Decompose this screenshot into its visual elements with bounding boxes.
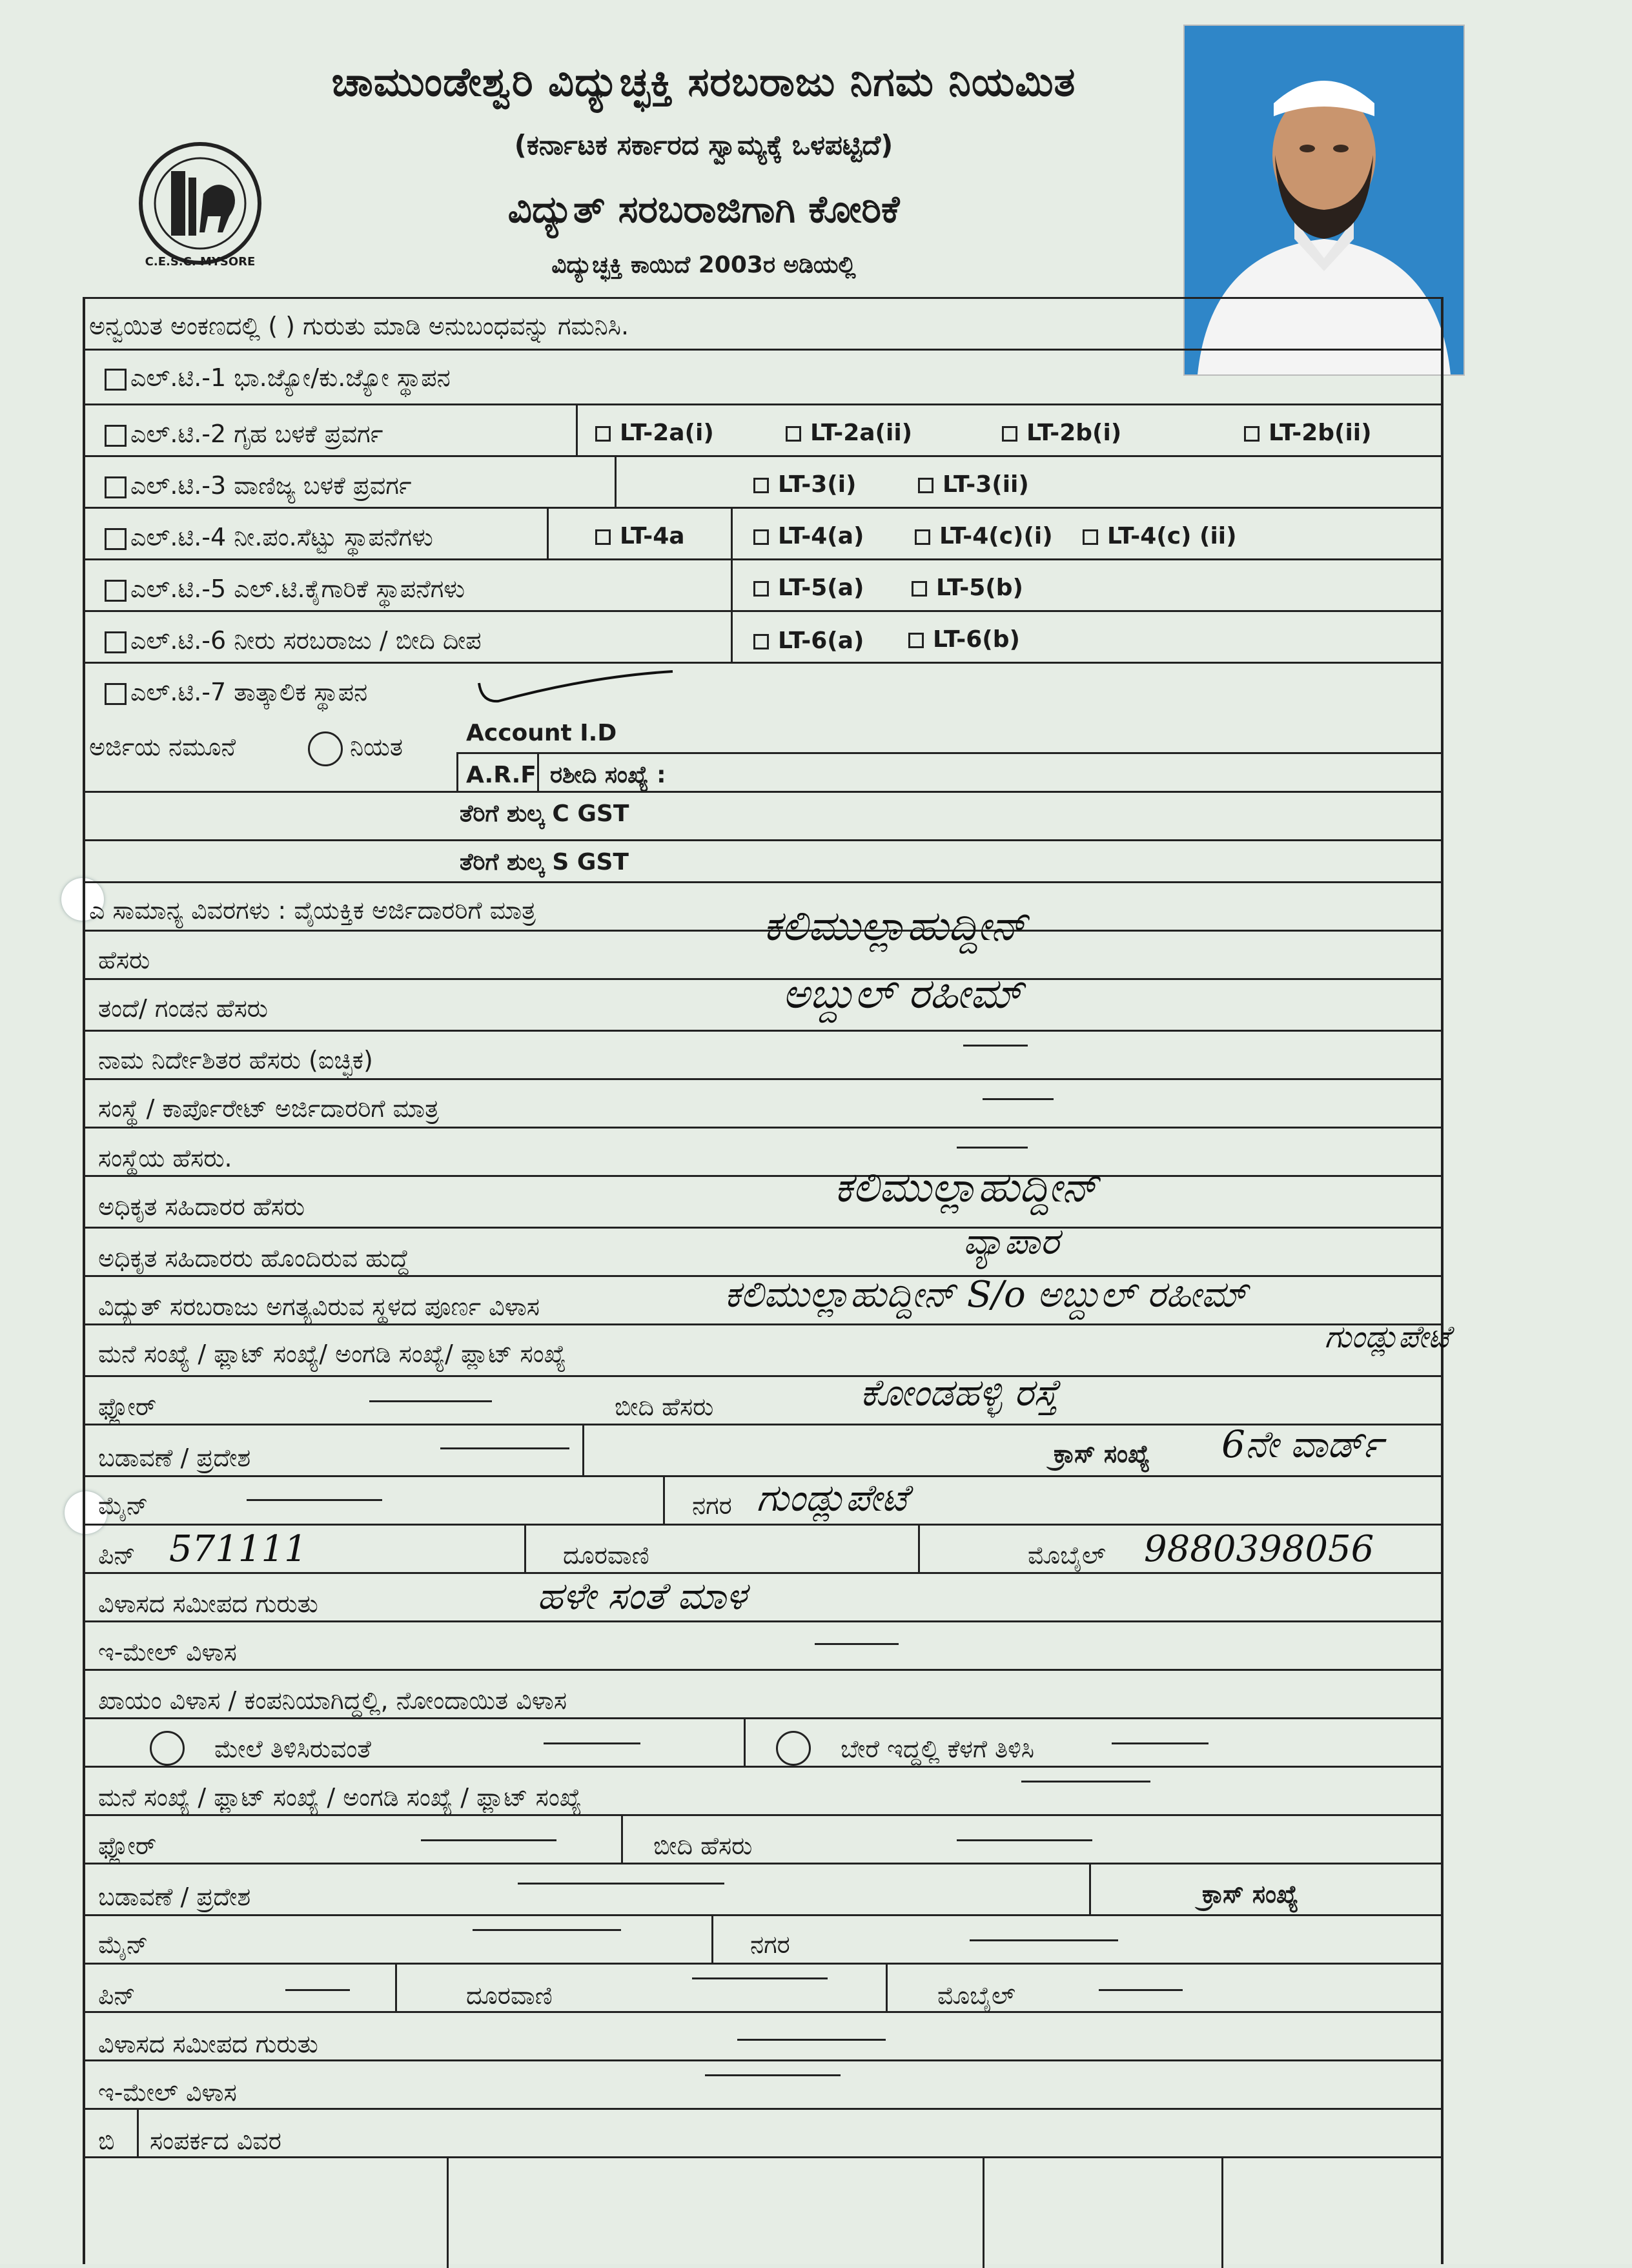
house-no-row[interactable]: [85, 1319, 1450, 1368]
pin-label: ಪಿನ್: [98, 1541, 136, 1569]
contact-details-row: [85, 2156, 1441, 2158]
category-row-lt4[interactable]: [85, 507, 1441, 551]
father-name-label: ತಂದೆ/ ಗಂಡನ ಹೆಸರು: [98, 994, 268, 1023]
address-row[interactable]: [85, 1274, 1441, 1321]
floor-label: ಫ್ಲೋರ್: [98, 1393, 157, 1421]
section-b-row: [85, 2108, 1441, 2155]
email-label: ಇ-ಮೇಲ್ ವಿಳಾಸ: [98, 1638, 237, 1666]
perm-house-no-row[interactable]: [85, 1766, 1441, 1812]
perm-email-label: ಇ-ಮೇಲ್ ವಿಳಾಸ: [98, 2078, 237, 2107]
option-lt2aii[interactable]: LT-2a(ii): [786, 420, 912, 446]
category-label: ಎಲ್.ಟಿ.-1 ಭಾ.ಜ್ಯೋ/ಕು.ಜ್ಯೋ ಸ್ಥಾಪನ: [130, 363, 451, 392]
form-title: ವಿದ್ಯುತ್ ಸರಬರಾಜಿಗಾಗಿ ಕೋರಿಕೆ: [507, 187, 900, 231]
category-row-lt6[interactable]: [85, 610, 1441, 655]
floor-street-row[interactable]: [85, 1371, 1441, 1421]
section-a-heading: ಎ ಸಾಮಾನ್ಯ ವಿವರಗಳು : ವೈಯಕ್ತಿಕ ಅರ್ಜಿದಾರರಿಗೆ ಮಾತ್ರ: [85, 881, 1441, 883]
logo-caption: C.E.S.C. MYSORE: [145, 255, 256, 269]
name-value[interactable]: ಕಲಿಮುಲ್ಲಾಹುದ್ದೀನ್: [763, 903, 1028, 950]
landmark-row[interactable]: [85, 1572, 1441, 1618]
phone-label: ದೂರವಾಣಿ: [563, 1541, 649, 1569]
category-row-lt7[interactable]: [85, 662, 1441, 706]
auth-signatory-row[interactable]: [85, 1164, 1441, 1221]
org-name-row[interactable]: [85, 1127, 1441, 1172]
receipt-no-label: ರಶೀದಿ ಸಂಖ್ಯೆ :: [550, 762, 666, 788]
perm-main-city-row[interactable]: [85, 1914, 1441, 1959]
name-label: ಹೆಸರು: [98, 946, 150, 974]
category-checkbox-lt1[interactable]: [105, 369, 127, 391]
designation-label: ಅಧಿಕೃತ ಸಹಿದಾರರು ಹೊಂದಿರುವ ಹುದ್ದೆ: [98, 1244, 410, 1272]
perm-mobile-label: ಮೊಬೈಲ್: [937, 1981, 1015, 2010]
category-label: ಎಲ್.ಟಿ.-6 ನೀರು ಸರಬರಾಜು / ಬೀದಿ ದೀಪ: [130, 626, 482, 655]
category-checkbox-lt7[interactable]: [105, 683, 127, 705]
city-value[interactable]: ಗುಂಡ್ಲುಪೇಟೆ: [757, 1476, 908, 1520]
sgst-label: ತೆರಿಗೆ ಶುಲ್ಕ S GST: [460, 849, 629, 875]
designation-row[interactable]: [85, 1221, 1441, 1272]
category-checkbox-lt6[interactable]: [105, 631, 127, 653]
corporate-row: [85, 1078, 1441, 1123]
other-address-label: ಬೇರೆ ಇದ್ದಲ್ಲಿ ಕೆಳಗೆ ತಿಳಿಸಿ: [841, 1735, 1035, 1763]
category-label: ಎಲ್.ಟಿ.-4 ನೀ.ಪಂ.ಸೆಟ್ಟು ಸ್ಥಾಪನೆಗಳು: [130, 523, 433, 551]
auth-signatory-value[interactable]: ಕಲಿಮುಲ್ಲಾಹುದ್ದೀನ್: [834, 1164, 1099, 1212]
arf-label: A.R.F: [466, 762, 536, 788]
perm-city-label: ನಗರ: [750, 1930, 790, 1959]
landmark-label: ವಿಳಾಸದ ಸಮೀಪದ ಗುರುತು: [98, 1589, 318, 1618]
category-row-lt5[interactable]: [85, 558, 1441, 603]
category-checkbox-lt2[interactable]: [105, 425, 127, 447]
address-value[interactable]: ಕಲಿಮುಲ್ಲಾಹುದ್ದೀನ್ S/o ಅಬ್ದುಲ್ ರಹೀಮ್: [724, 1274, 1248, 1316]
category-row-lt2[interactable]: [85, 404, 1441, 448]
permanent-heading-row: [85, 1669, 1441, 1715]
option-lt4-a[interactable]: LT-4(a): [753, 523, 864, 549]
org-name-label: ಸಂಸ್ಥೆಯ ಹೆಸರು.: [98, 1144, 232, 1172]
area-label: ಬಡಾವಣೆ / ಪ್ರದೇಶ: [98, 1444, 251, 1472]
father-name-value[interactable]: ಅಬ್ದುಲ್ ರಹೀಮ್: [782, 970, 1023, 1018]
mobile-label: ಮೊಬೈಲ್: [1028, 1541, 1106, 1569]
cgst-label: ತೆರಿಗೆ ಶುಲ್ಕ C GST: [460, 801, 629, 827]
category-checkbox-lt4[interactable]: [105, 528, 127, 550]
option-lt5b[interactable]: LT-5(b): [912, 575, 1023, 601]
category-label: ಎಲ್.ಟಿ.-3 ವಾಣಿಜ್ಯ ಬಳಕೆ ಪ್ರವರ್ಗ: [130, 471, 412, 500]
corporate-label: ಸಂಸ್ಥೆ / ಕಾರ್ಪೊರೇಟ್ ಅರ್ಜಿದಾರರಿಗೆ ಮಾತ್ರ: [98, 1094, 439, 1123]
perm-email-row[interactable]: [85, 2059, 1441, 2107]
auth-signatory-label: ಅಧಿಕೃತ ಸಹಿದಾರರ ಹೆಸರು: [98, 1192, 305, 1221]
option-lt3ii[interactable]: LT-3(ii): [918, 471, 1029, 498]
same-as-above-radio[interactable]: [150, 1731, 185, 1766]
application-type-label: ಅರ್ಜಿಯ ನಮೂನೆ: [89, 733, 236, 761]
father-name-row[interactable]: [85, 970, 1441, 1023]
main-city-row[interactable]: [85, 1475, 1441, 1520]
house-no-label: ಮನೆ ಸಂಖ್ಯೆ / ಫ್ಲಾಟ್ ಸಂಖ್ಯೆ/ ಅಂಗಡಿ ಸಂಖ್ಯೆ/ ಪ್ಲಾಟ್ ಸಂಖ್ಯೆ: [98, 1340, 566, 1368]
option-lt6b[interactable]: LT-6(b): [908, 626, 1020, 653]
perm-house-no-label: ಮನೆ ಸಂಖ್ಯೆ / ಫ್ಲಾಟ್ ಸಂಖ್ಯೆ / ಅಂಗಡಿ ಸಂಖ್ಯೆ / ಫ್ಲಾಟ್ ಸಂಖ್ಯೆ: [98, 1783, 582, 1812]
option-lt2ai[interactable]: LT-2a(i): [595, 420, 714, 446]
perm-floor-label: ಫ್ಲೋರ್: [98, 1832, 157, 1860]
account-id-label: Account I.D: [466, 720, 617, 746]
cgst-row: [85, 791, 1441, 827]
company-name: ಚಾಮುಂಡೇಶ್ವರಿ ವಿದ್ಯುಚ್ಛಕ್ತಿ ಸರಬರಾಜು ನಿಗಮ ನಿಯಮಿತ: [331, 58, 1076, 105]
street-label: ಬೀದಿ ಹೆಸರು: [615, 1393, 714, 1421]
pin-phone-row[interactable]: [85, 1524, 1441, 1570]
instructions-row: [85, 297, 1441, 351]
option-lt6a[interactable]: LT-6(a): [753, 628, 864, 654]
cross-value[interactable]: 6ನೇ ವಾರ್ಡ್: [1221, 1422, 1383, 1466]
section-b-heading: ಸಂಪರ್ಕದ ವಿವರ: [150, 2127, 281, 2155]
act-reference: ವಿದ್ಯುಚ್ಛಕ್ತಿ ಕಾಯಿದೆ 2003ರ ಅಡಿಯಲ್ಲಿ: [551, 252, 856, 278]
category-row-lt3[interactable]: [85, 455, 1441, 500]
application-form: [83, 297, 1450, 2264]
same-as-above-label: ಮೇಲೆ ತಿಳಿಸಿರುವಂತೆ: [214, 1735, 371, 1763]
regular-label: ನಿಯತ: [350, 733, 403, 761]
perm-floor-street-row[interactable]: [85, 1814, 1441, 1860]
regular-radio[interactable]: [308, 731, 343, 766]
option-lt2bi[interactable]: LT-2b(i): [1002, 420, 1121, 446]
option-lt3i[interactable]: LT-3(i): [753, 471, 856, 498]
address-value-2[interactable]: ಗುಂಡ್ಲುಪೇಟೆ: [1325, 1319, 1450, 1355]
email-row[interactable]: [85, 1620, 1441, 1666]
other-address-radio[interactable]: [776, 1731, 811, 1766]
permanent-options-row[interactable]: [85, 1717, 1441, 1763]
nominee-label: ನಾಮ ನಿರ್ದೇಶಿತರ ಹೆಸರು (ಐಚ್ಛಿಕ): [98, 1046, 373, 1074]
nominee-row[interactable]: [85, 1030, 1441, 1074]
mobile-value[interactable]: 9880398056: [1144, 1528, 1374, 1570]
tick-mark-lt7: [473, 664, 679, 709]
category-label: ಎಲ್.ಟಿ.-2 ಗೃಹ ಬಳಕೆ ಪ್ರವರ್ಗ: [130, 420, 383, 448]
instructions-text: ಅನ್ವಯಿತ ಅಂಕಣದಲ್ಲಿ ( ) ಗುರುತು ಮಾಡಿ ಅನುಬಂಧವನ್ನು ಗಮನಿಸಿ.: [89, 312, 629, 340]
option-lt4a[interactable]: LT-4a: [595, 523, 685, 549]
option-lt5a[interactable]: LT-5(a): [753, 575, 864, 601]
section-b-marker: ಬಿ: [98, 2127, 115, 2155]
perm-street-label: ಬೀದಿ ಹೆಸರು: [653, 1832, 753, 1860]
designation-value[interactable]: ವ್ಯಾಪಾರ: [963, 1221, 1059, 1263]
perm-pin-label: ಪಿನ್: [98, 1981, 136, 2010]
perm-landmark-label: ವಿಳಾಸದ ಸಮೀಪದ ಗುರುತು: [98, 2030, 318, 2058]
cross-label: ಕ್ರಾಸ್ ಸಂಖ್ಯೆ: [1054, 1440, 1150, 1468]
category-checkbox-lt3[interactable]: [105, 476, 127, 498]
perm-area-label: ಬಡಾವಣೆ / ಪ್ರದೇಶ: [98, 1883, 251, 1911]
address-label: ವಿದ್ಯುತ್ ಸರಬರಾಜು ಅಗತ್ಯವಿರುವ ಸ್ಥಳದ ಪೂರ್ಣ ವಿಳಾಸ: [98, 1292, 540, 1321]
option-lt2bii[interactable]: LT-2b(ii): [1244, 420, 1372, 446]
category-label: ಎಲ್.ಟಿ.-7 ತಾತ್ಕಾಲಿಕ ಸ್ಥಾಪನ: [130, 678, 368, 706]
main-label: ಮೈನ್: [98, 1491, 148, 1520]
pin-value[interactable]: 571111: [169, 1528, 307, 1570]
option-lt4cii[interactable]: LT-4(c) (ii): [1083, 523, 1237, 549]
option-lt4ci[interactable]: LT-4(c)(i): [915, 523, 1053, 549]
category-row-lt1[interactable]: [85, 349, 1441, 392]
perm-main-label: ಮೈನ್: [98, 1930, 148, 1959]
category-label: ಎಲ್.ಟಿ.-5 ಎಲ್.ಟಿ.ಕೈಗಾರಿಕೆ ಸ್ಥಾಪನೆಗಳು: [130, 575, 465, 603]
perm-area-cross-row[interactable]: [85, 1863, 1441, 1911]
perm-phone-label: ದೂರವಾಣಿ: [466, 1981, 553, 2010]
ownership-note: (ಕರ್ನಾಟಕ ಸರ್ಕಾರದ ಸ್ವಾಮ್ಯಕ್ಕೆ ಒಳಪಟ್ಟಿದೆ): [514, 129, 893, 161]
permanent-heading: ಖಾಯಂ ವಿಳಾಸ / ಕಂಪನಿಯಾಗಿದ್ದಲ್ಲಿ, ನೋಂದಾಯಿತ ವಿಳಾಸ: [98, 1686, 567, 1715]
perm-pin-phone-row[interactable]: [85, 1963, 1441, 2010]
area-cross-row[interactable]: [85, 1422, 1441, 1472]
sgst-row: [85, 839, 1441, 875]
perm-landmark-row[interactable]: [85, 2011, 1441, 2058]
landmark-value[interactable]: ಹಳೇ ಸಂತೆ ಮಾಳ: [537, 1574, 747, 1618]
street-value[interactable]: ಕೋಂಡಹಳ್ಳಿ ರಸ್ತೆ: [860, 1371, 1059, 1415]
perm-cross-label: ಕ್ರಾಸ್ ಸಂಖ್ಯೆ: [1202, 1880, 1299, 1908]
category-checkbox-lt5[interactable]: [105, 580, 127, 602]
city-label: ನಗರ: [692, 1491, 732, 1520]
